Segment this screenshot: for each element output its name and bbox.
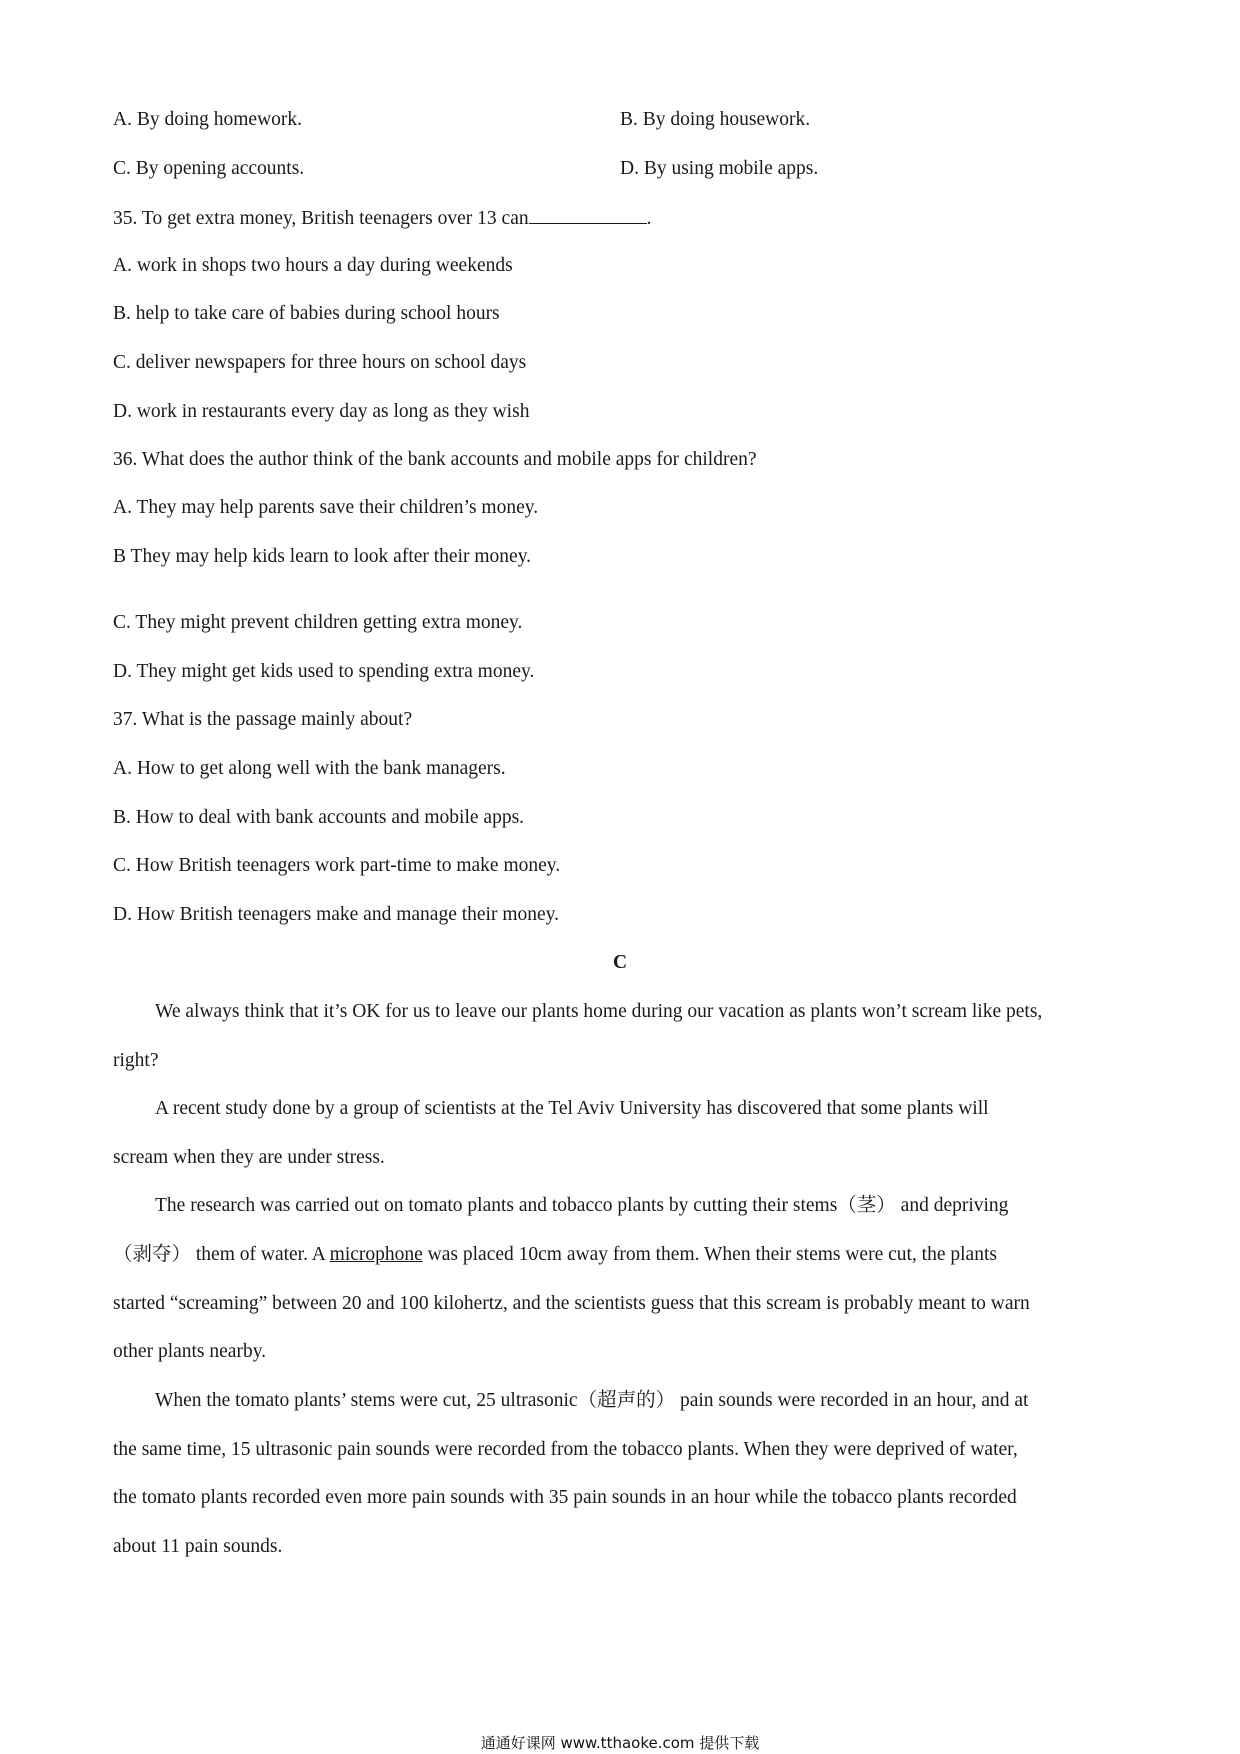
q34-option-c: C. By opening accounts. [113, 158, 305, 179]
answer-blank [529, 205, 647, 224]
paragraph-4-line-4: about 11 pain sounds. [113, 1536, 283, 1557]
q35-option-a: A. work in shops two hours a day during weekends [113, 255, 513, 276]
p3-l2-pre: （剥夺） them of water. A [113, 1244, 330, 1265]
paragraph-3-line-4: other plants nearby. [113, 1341, 267, 1362]
paragraph-1-line-1: We always think that it’s OK for us to leave our plants home during our vacation as plants won’t scream like pets, [155, 1001, 1043, 1022]
paragraph-3-line-3: started “screaming” between 20 and 100 kilohertz, and the scientists guess that this scream is probably meant to warn [113, 1293, 1030, 1314]
p3-l2-post: was placed 10cm away from them. When their stems were cut, the plants [422, 1244, 997, 1265]
q36-option-a: A. They may help parents save their children’s money. [113, 497, 539, 518]
paragraph-2-line-1: A recent study done by a group of scientists at the Tel Aviv University has discovered that some plants will [155, 1098, 989, 1119]
q35-option-b: B. help to take care of babies during school hours [113, 303, 500, 324]
q37-option-a: A. How to get along well with the bank managers. [113, 758, 506, 779]
section-heading: C [612, 952, 628, 973]
q37-option-c: C. How British teenagers work part-time to make money. [113, 855, 561, 876]
q37-stem: 37. What is the passage mainly about? [113, 709, 413, 730]
q35-stem-end: . [646, 208, 652, 229]
q36-stem: 36. What does the author think of the bank accounts and mobile apps for children? [113, 449, 757, 470]
paragraph-4-line-1: When the tomato plants’ stems were cut, 25 ultrasonic（超声的） pain sounds were recorded in an hour, and at [155, 1390, 1029, 1411]
paragraph-1-line-2: right? [113, 1050, 159, 1071]
paragraph-4-line-3: the tomato plants recorded even more pain sounds with 35 pain sounds in an hour while the tobacco plants recorded [113, 1487, 1017, 1508]
q35-stem [113, 205, 651, 231]
q34-option-d: D. By using mobile apps. [620, 158, 819, 179]
paragraph-3-line-2 [113, 1243, 997, 1267]
paragraph-3-line-1: The research was carried out on tomato plants and tobacco plants by cutting their stems（茎） and depriving [155, 1195, 1009, 1216]
q35-stem-text: 35. To get extra money, British teenagers over 13 can [113, 208, 529, 229]
q36-option-c: C. They might prevent children getting extra money. [113, 612, 523, 633]
q37-option-d: D. How British teenagers make and manage their money. [113, 904, 560, 925]
footer-watermark: 通通好课网 www.tthaoke.com 提供下载 [480, 1734, 760, 1752]
q34-option-b: B. By doing housework. [620, 109, 811, 130]
underlined-word: microphone [329, 1244, 423, 1265]
q36-option-d: D. They might get kids used to spending extra money. [113, 661, 535, 682]
q36-option-b: B They may help kids learn to look after their money. [113, 546, 532, 567]
paragraph-4-line-2: the same time, 15 ultrasonic pain sounds were recorded from the tobacco plants. When they were deprived of water, [113, 1439, 1018, 1460]
q34-option-a: A. By doing homework. [113, 109, 303, 130]
paragraph-2-line-2: scream when they are under stress. [113, 1147, 385, 1168]
q35-option-c: C. deliver newspapers for three hours on school days [113, 352, 527, 373]
q35-option-d: D. work in restaurants every day as long as they wish [113, 401, 530, 422]
q37-option-b: B. How to deal with bank accounts and mobile apps. [113, 807, 525, 828]
